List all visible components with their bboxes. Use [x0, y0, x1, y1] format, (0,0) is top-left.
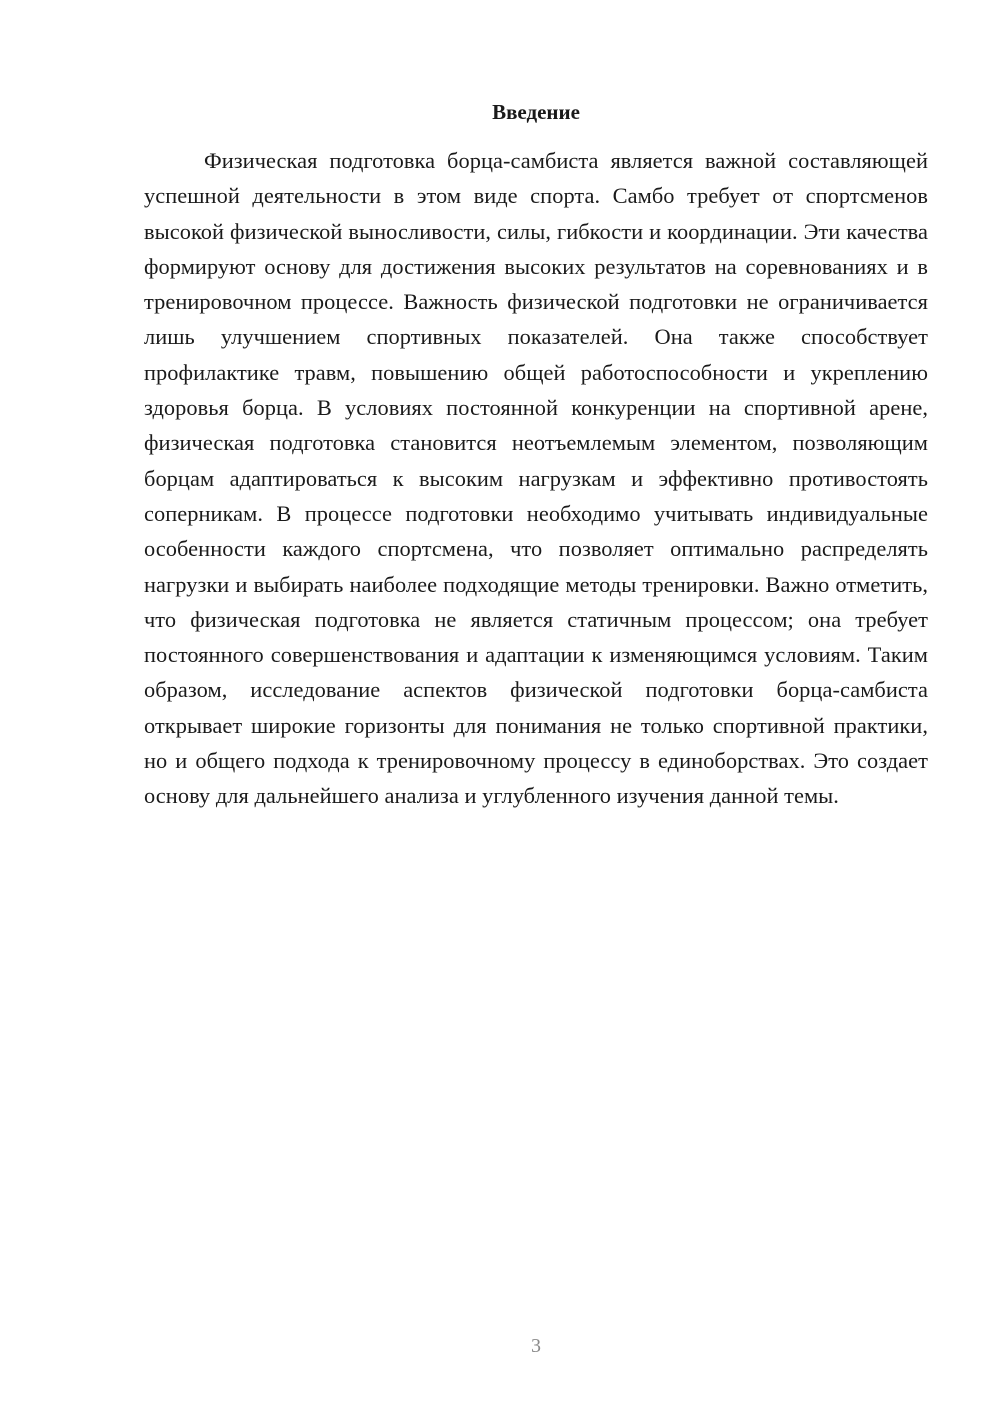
page-number: 3 — [531, 1335, 541, 1357]
section-heading: Введение — [492, 100, 580, 124]
body-paragraph: Физическая подготовка борца-самбиста является важной составляющей успешной деятельности в этом виде спорта. Самбо требует от спортсменов высокой физической выносливости, силы, гибкости и координации. Эти качества формируют основу для достижения высоких результатов на соревнованиях и в тренировочном процессе. Важность физической подготовки не ограничивается лишь улучшением спортивных показателей. Она также способствует профилактике травм, повышению общей работоспособности и укреплению здоровья борца. В условиях постоянной конкуренции на спортивной арене, физическая подготовка становится неотъемлемым элементом, позволяющим борцам адаптироваться к высоким нагрузкам и эффективно противостоять соперникам. В процессе подготовки необходимо учитывать индивидуальные особенности каждого спортсмена, что позволяет оптимально распределять нагрузки и выбирать наиболее подходящие методы тренировки. Важно отметить, что физическая подготовка не является статичным процессом; она требует постоянного совершенствования и адаптации к изменяющимся условиям. Таким образом, исследование аспектов физической подготовки борца-самбиста открывает широкие горизонты для понимания не только спортивной практики, но и общего подхода к тренировочному процессу в единоборствах. Это создает основу для дальнейшего анализа и углубленного изучения данной темы. — [144, 148, 928, 809]
